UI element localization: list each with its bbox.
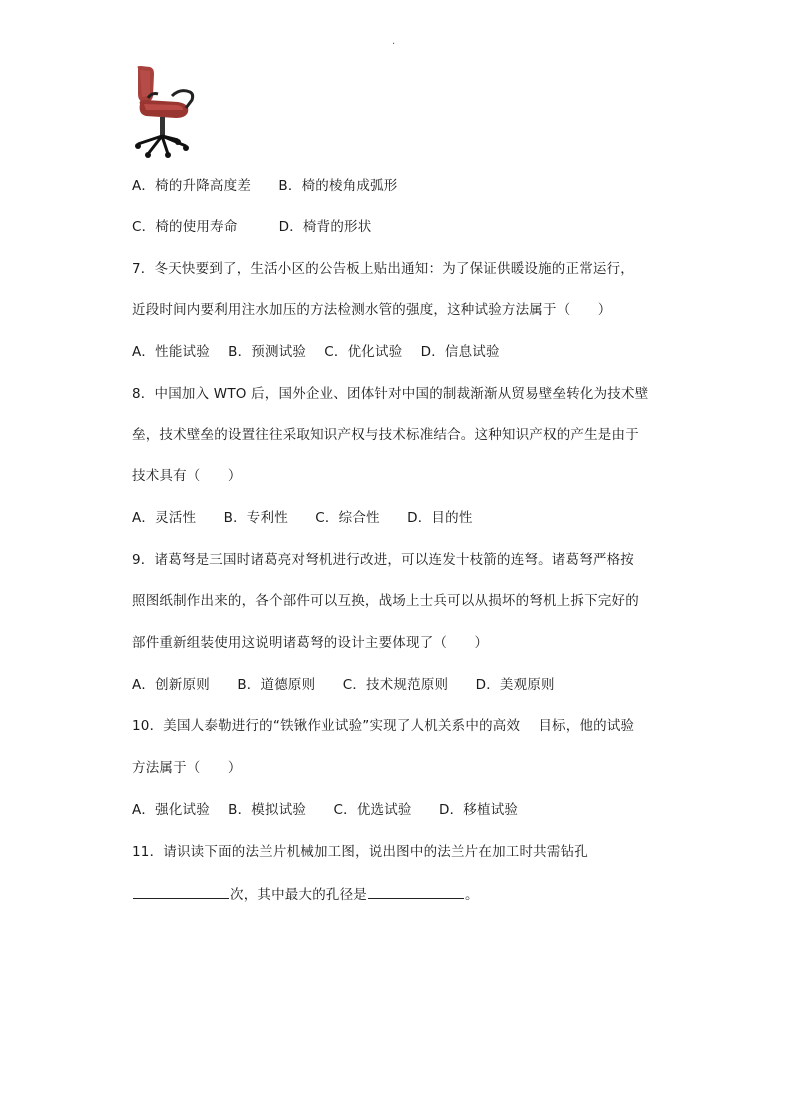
q9-text-line-2: 照图纸制作出来的，各个部件可以互换，战场上士兵可以从损坏的弩机上拆下完好的 xyxy=(132,593,639,609)
q7-text-line-1: 7．冬天快要到了，生活小区的公告板上贴出通知：为了保证供暖设施的正常运行， xyxy=(132,261,634,277)
q7-options: A．性能试验 B．预测试验 C．优化试验 D．信息试验 xyxy=(132,344,500,360)
header-mark: . xyxy=(392,36,396,47)
q6-options-line-1: A．椅的升降高度差 B．椅的棱角成弧形 xyxy=(132,178,398,194)
q9-text-line-3: 部件重新组装使用这说明诸葛弩的设计主要体现了（ ） xyxy=(132,635,489,651)
office-chair-image xyxy=(128,62,200,158)
q7-text-line-2: 近段时间内要利用注水加压的方法检测水管的强度，这种试验方法属于（ ） xyxy=(132,302,612,318)
q11-text-line-2 xyxy=(132,884,479,905)
q8-text-line-3: 技术具有（ ） xyxy=(132,468,242,484)
q11-text-line-1: 11．请识读下面的法兰片机械加工图，说出图中的法兰片在加工时共需钻孔 xyxy=(132,844,588,860)
q10-text-line-1: 10．美国人泰勒进行的“铁锹作业试验”实现了人机关系中的高效 目标，他的试验 xyxy=(132,718,635,734)
q11-end-text: 。 xyxy=(465,887,479,903)
answer-blank-1[interactable] xyxy=(133,884,229,899)
q8-text-line-1: 8．中国加入 WTO 后，国外企业、团体针对中国的制裁渐渐从贸易壁垒转化为技术壁 xyxy=(132,386,649,402)
q9-options: A．创新原则 B．道德原则 C．技术规范原则 D．美观原则 xyxy=(132,677,555,693)
q11-mid-text: 次，其中最大的孔径是 xyxy=(230,887,367,903)
q10-options: A．强化试验 B．模拟试验 C．优选试验 D．移植试验 xyxy=(132,802,519,818)
q6-options-line-2: C．椅的使用寿命 D．椅背的形状 xyxy=(132,219,372,235)
q8-options: A．灵活性 B．专利性 C．综合性 D．目的性 xyxy=(132,510,473,526)
q9-text-line-1: 9．诸葛弩是三国时诸葛亮对弩机进行改进，可以连发十枝箭的连弩。诸葛弩严格按 xyxy=(132,552,634,568)
q8-text-line-2: 垒，技术壁垒的设置往往采取知识产权与技术标准结合。这种知识产权的产生是由于 xyxy=(132,427,639,443)
answer-blank-2[interactable] xyxy=(368,884,464,899)
q10-text-line-2: 方法属于（ ） xyxy=(132,760,242,776)
